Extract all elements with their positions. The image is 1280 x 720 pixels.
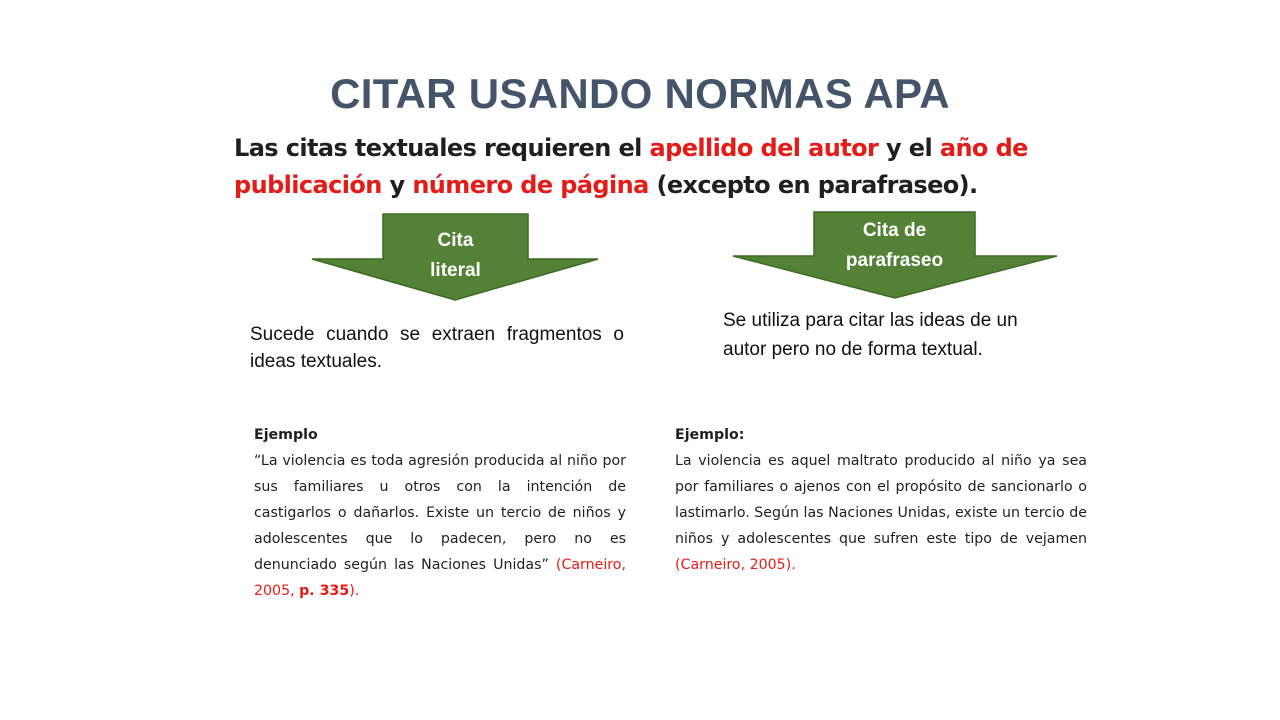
- cita-literal-arrow: [310, 212, 600, 302]
- highlight-author: apellido del autor: [649, 134, 879, 162]
- intro-text-part: y: [381, 171, 413, 199]
- intro-text-part: Las citas textuales requieren el: [234, 134, 650, 162]
- intro-text: [234, 130, 1064, 204]
- highlight-page: número de página: [412, 171, 649, 199]
- arrow-label-line: Cita de: [862, 220, 927, 241]
- cita-parafraseo-arrow: [731, 210, 1059, 300]
- cita-parafraseo-description: Se utiliza para citar las ideas de un autor pero no de forma textual.: [723, 310, 1018, 360]
- cita-literal-label: [383, 226, 528, 286]
- cita-literal-description: Sucede cuando se extraen fragmentos o ideas textuales.: [250, 324, 624, 372]
- example-body: “La violencia es toda agresión producida al niño por sus familiares u otros con la intención de castigarlos o dañarlos. Existe un tercio de niños y adolescentes que lo padecen, pero no es denunciado según las Naciones Unidas”: [254, 453, 626, 573]
- example-body: La violencia es aquel maltrato producido al niño ya sea por familiares o ajenos con el propósito de sancionarlo o lastimarlo. Según las Naciones Unidas, existe un tercio de niños y adolescentes que sufren este tipo de vejamen: [675, 453, 1087, 547]
- arrow-label-line: literal: [430, 260, 481, 281]
- highlight-year: año de publicación: [234, 134, 1028, 199]
- page-title: CITAR USANDO NORMAS APA: [330, 70, 950, 117]
- citation: (Carneiro, 2005).: [675, 557, 796, 573]
- example-heading: Ejemplo: [254, 427, 318, 443]
- cita-parafraseo-label: [814, 216, 975, 276]
- arrow-label-line: Cita: [437, 230, 474, 251]
- arrow-label-line: parafraseo: [845, 250, 944, 271]
- cita-literal-example: [254, 422, 626, 604]
- intro-text-part: (excepto en parafraseo).: [648, 171, 978, 199]
- citation-open: (Carneiro, 2005,: [254, 557, 626, 599]
- citation-page: p. 335: [299, 583, 350, 599]
- cita-parafraseo-example: [675, 422, 1087, 578]
- example-heading: Ejemplo:: [675, 427, 745, 443]
- citation-close: ).: [349, 583, 360, 599]
- intro-text-part: y el: [878, 134, 940, 162]
